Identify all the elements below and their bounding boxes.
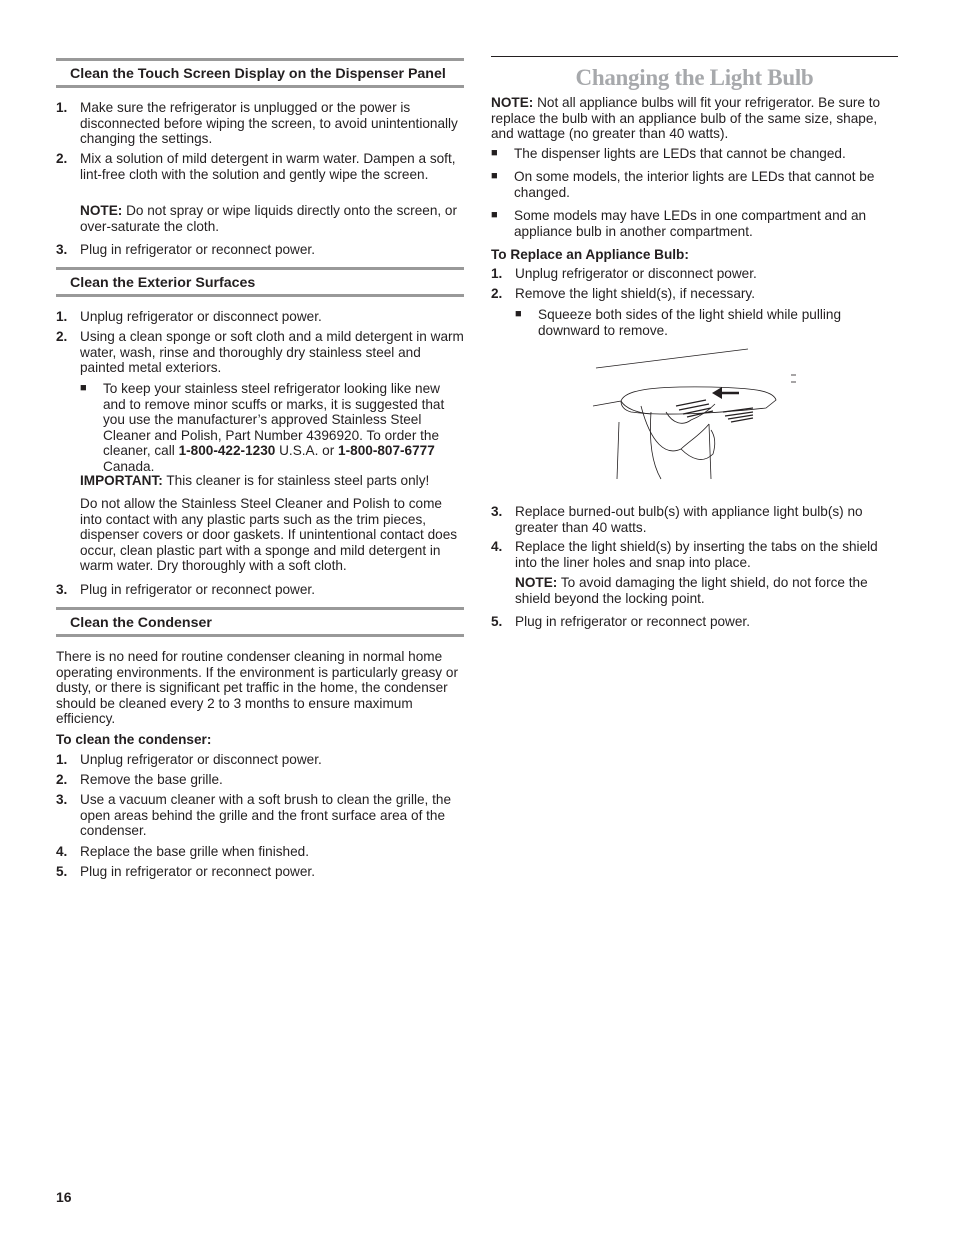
page-number: 16: [56, 1189, 72, 1205]
section-heading-touch-screen: Clean the Touch Screen Display on the Dispenser Panel: [56, 58, 464, 88]
light-shield-illustration: [591, 344, 811, 484]
section-heading-condenser: Clean the Condenser: [56, 607, 464, 637]
condenser-subheading: To clean the condenser:: [56, 732, 212, 747]
section-heading-exterior: Clean the Exterior Surfaces: [56, 267, 464, 297]
page-title: Changing the Light Bulb: [575, 65, 814, 90]
bulb-subheading: To Replace an Appliance Bulb:: [491, 247, 689, 262]
title-rule: [491, 56, 898, 57]
